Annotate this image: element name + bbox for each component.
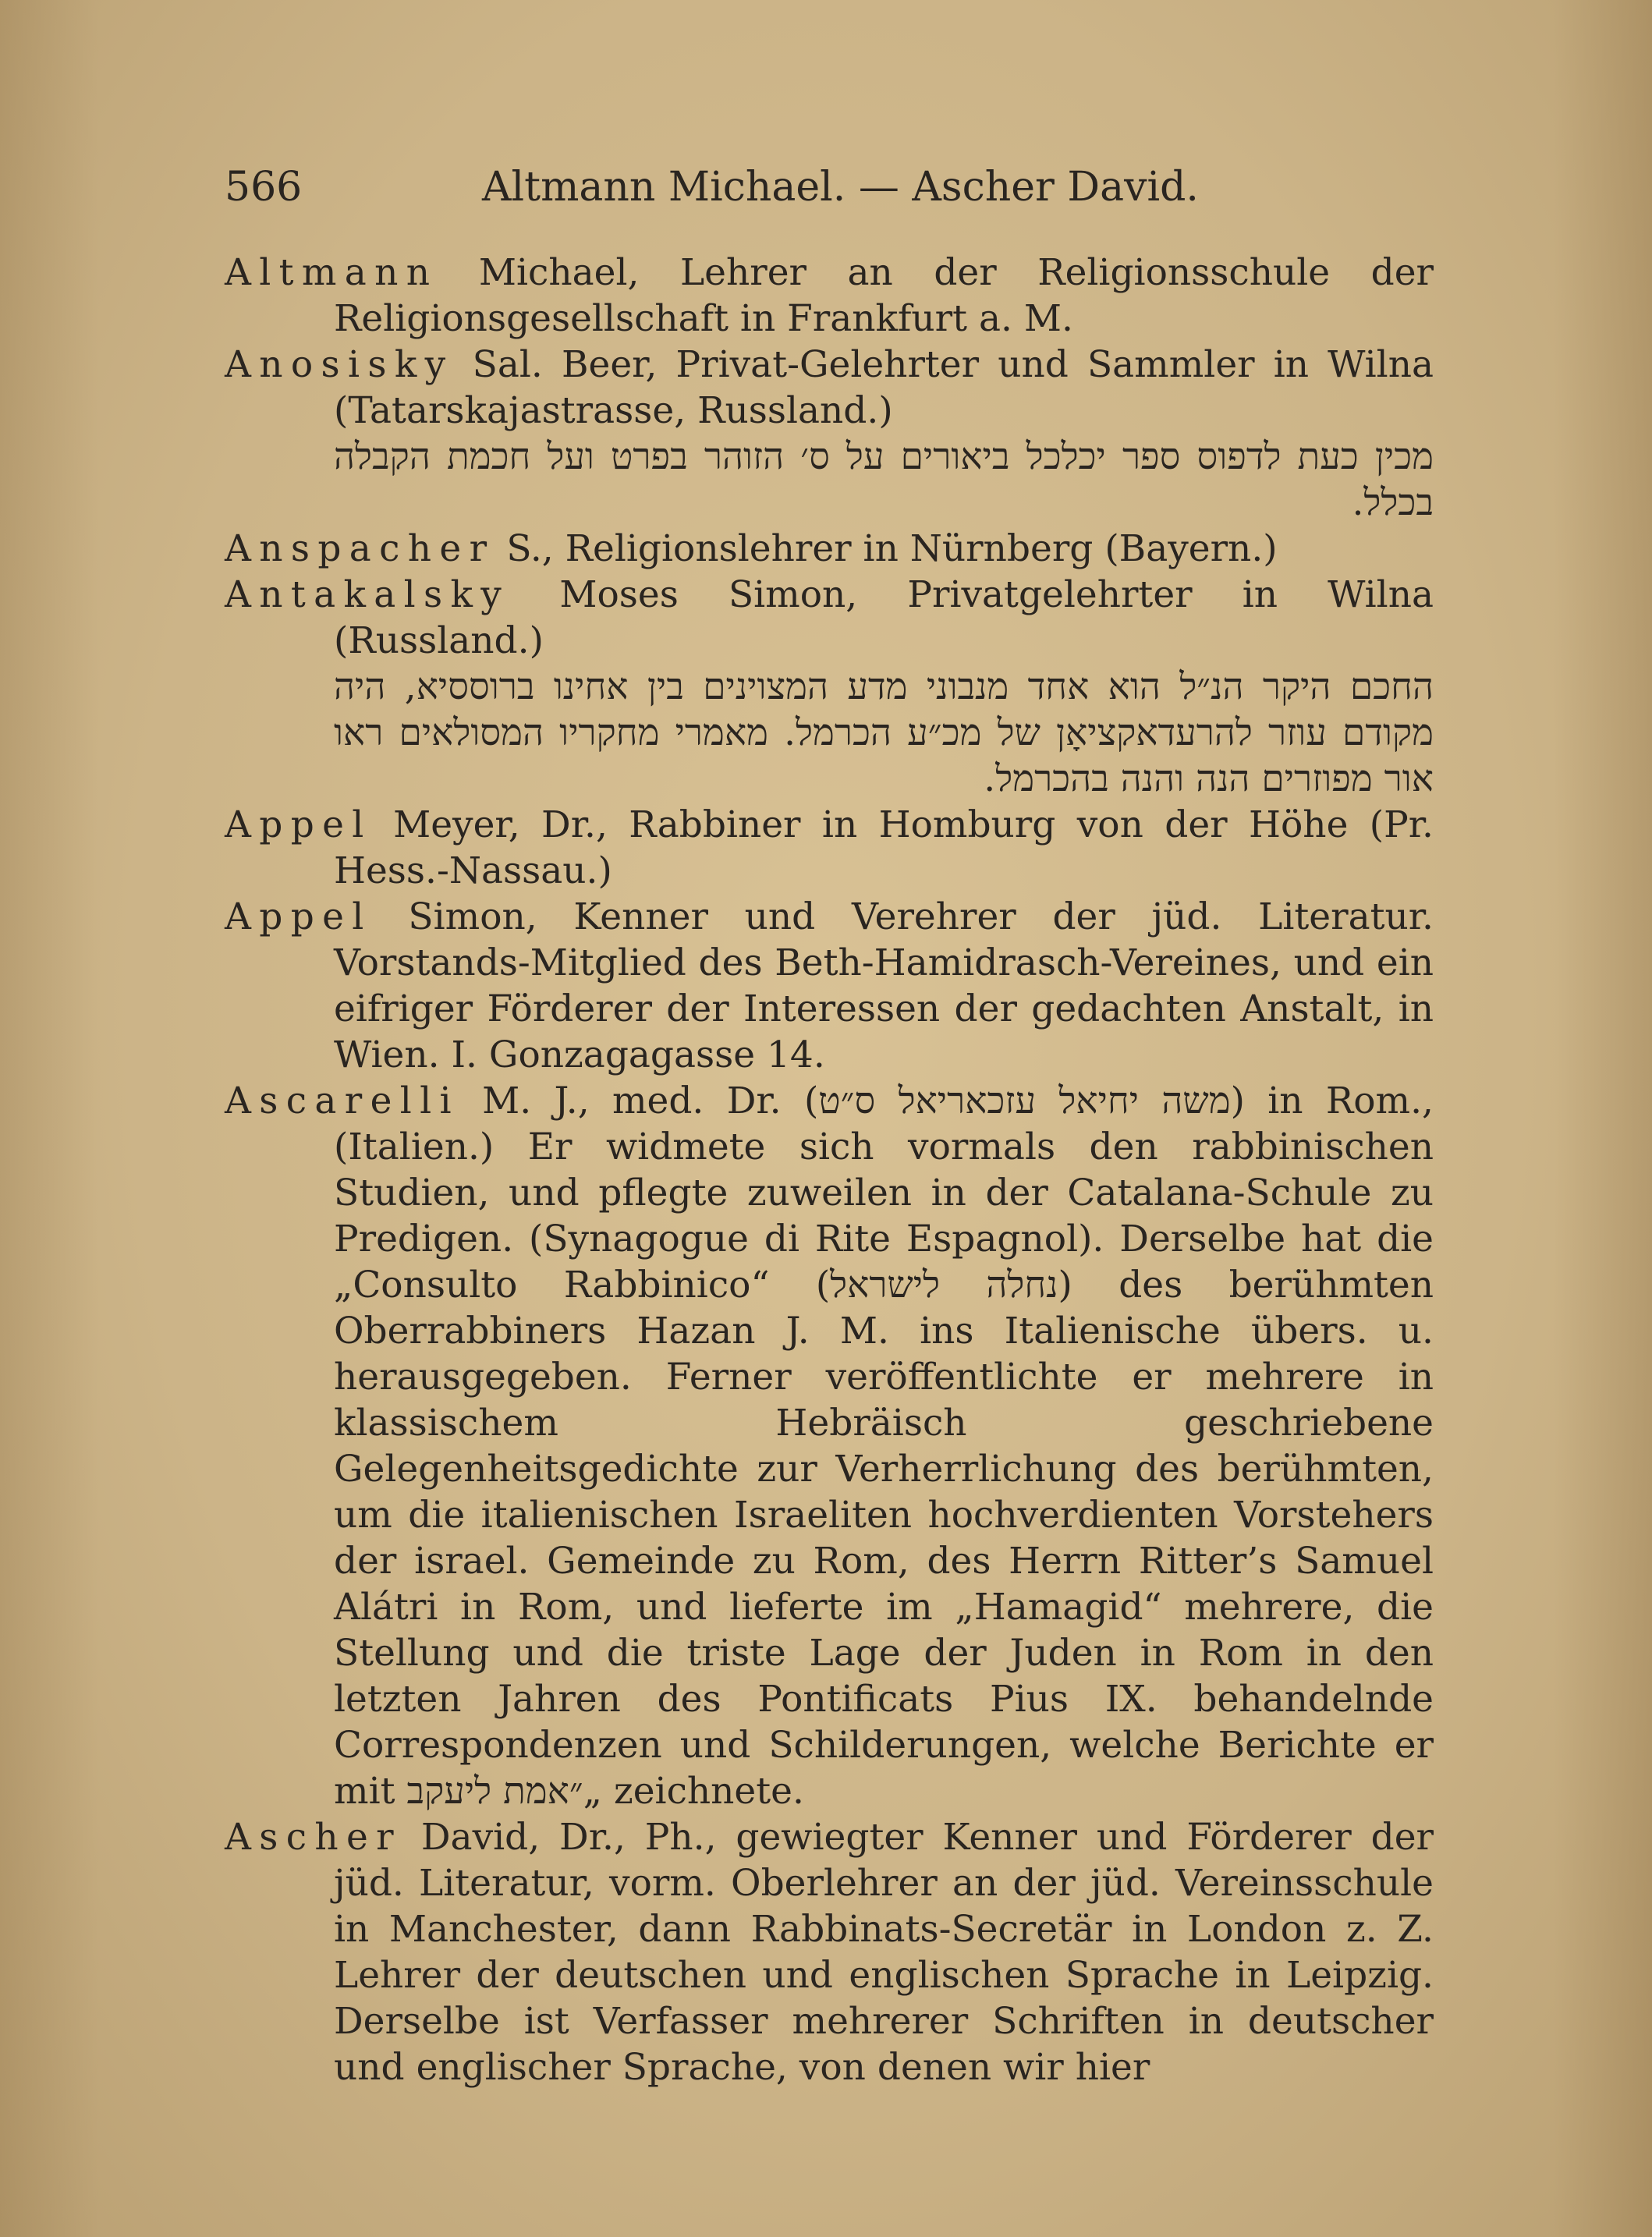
entry-text: Michael, Lehrer an der Religionsschule der Religionsgesellschaft in Frankfurt a. M. (334, 251, 1434, 340)
book-page (225, 156, 1434, 2090)
entry-name: Ascher (225, 1816, 402, 1859)
entry-name: Altmann (225, 251, 438, 294)
entry-name: Ascarelli (225, 1080, 459, 1122)
entry-text: Simon, Kenner und Verehrer der jüd. Literatur. Vorstands-Mitglied des Beth-Hamidrasch-Vereines, und ein eifriger Förderer der Interessen der gedachten Anstalt, in Wien. I. Gonzagagasse 14. (334, 895, 1434, 1076)
entry-text: David, Dr., Ph., gewiegter Kenner und Förderer der jüd. Literatur, vorm. Oberlehrer an der jüd. Vereinsschule in Manchester, dann Rabbinats-Secretär in London z. Z. Lehrer der deutschen und englischen Sprache in Leipzig. Derselbe ist Verfasser mehrerer Schriften in deutscher und englischer Sprache, von denen wir hier (334, 1816, 1434, 2089)
entry-text: Meyer, Dr., Rabbiner in Homburg von der Höhe (Pr. Hess.-Nassau.) (334, 803, 1434, 892)
entry-antakalsky (225, 572, 1434, 802)
page-number: 566 (225, 164, 303, 211)
entry-text: M. J., med. Dr. (משה יחיאל עזכאריאל ס״ט) in Rom., (Italien.) Er widmete sich vormals den rabbinischen Studien, und pflegte zuweilen in der Catalana-Schule zu Predigen. (Synagogue di Rite Espagnol). Derselbe hat die „Consulto Rabbinico“ (נחלה לישראל) des berühmten Oberrabbiners Hazan J. M. ins Italienische übers. u. herausgegeben. Ferner veröffentlichte er mehrere in klassischem Hebräisch geschriebene Gelegenheitsgedichte zur Verherrlichung des berühmten, um die italienischen Israeliten hochverdienten Vorstehers der israel. Gemeinde zu Rom, des Herrn Ritter’s Samuel Alátri in Rom, und lieferte im „Hamagid“ mehrere, die Stellung und die triste Lage der Juden in Rom in den letzten Jahren des Pontificats Pius IX. behandelnde Correspondenzen und Schilderungen, welche Berichte er mit ״אמת ליעקב„ zeichnete. (334, 1080, 1434, 1813)
entry-appel-meyer (225, 802, 1434, 894)
entry-hebrew-text: החכם היקר הנ״ל הוא אחד מנבוני מדע המצוינים בין אחינו ברוססיא, היה מקודם עוזר להרעדאקציאָן של מכ״ע הכרמל. מאמרי מחקריו המסולאים ראו אור מפוזרים הנה והנה בהכרמל. (334, 665, 1434, 800)
entry-name: Antakalsky (225, 573, 510, 616)
entry-anosisky (225, 342, 1434, 526)
entry-text: S., Religionslehrer in Nürnberg (Bayern.) (506, 527, 1278, 570)
entry-appel-simon (225, 894, 1434, 1078)
entry-ascarelli (225, 1078, 1434, 1814)
running-title: Altmann Michael. — Ascher David. (482, 164, 1199, 211)
entry-ascher (225, 1814, 1434, 2090)
entry-name: Appel (225, 895, 372, 938)
entry-name: Anosisky (225, 343, 454, 386)
entry-hebrew-text: מכין כעת לדפוס ספר יכלכל ביאורים על ס׳ הזוהר בפרט ועל חכמת הקבלה בכלל. (334, 435, 1434, 524)
entry-text: Sal. Beer, Privat-Gelehrter und Sammler in Wilna (Tatarskajastrasse, Russland.) (334, 343, 1434, 432)
entry-text: Moses Simon, Privatgelehrter in Wilna (Russland.) (334, 573, 1434, 662)
entry-anspacher (225, 526, 1434, 572)
entry-name: Appel (225, 803, 372, 846)
page-header (225, 156, 1434, 218)
entry-altmann (225, 250, 1434, 342)
entry-name: Anspacher (225, 527, 495, 570)
